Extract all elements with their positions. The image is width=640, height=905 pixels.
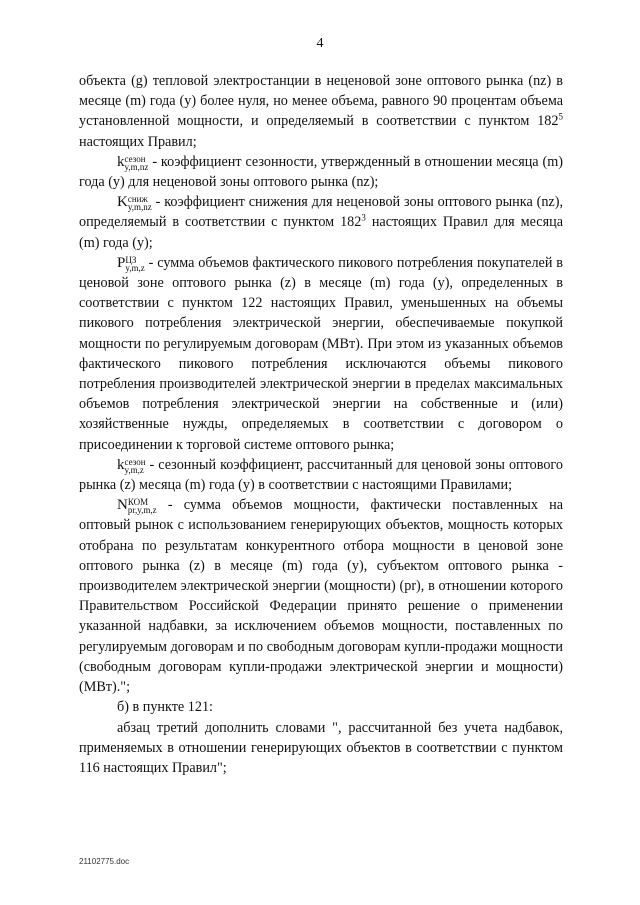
- paragraph-6-text: - сумма объемов мощности, фактически поставленных на оптовый рынок с использованием генерирующих объектов, мощность которых отобрана по результатам конкурентного отбора мощности в ценовой зоне оптового рынка (z) в месяце (m) года (y), субъектом оптового рынка - производителем электрической энергии (мощности) (pr), в отношении которого Правительством Российской Федерации принято решение о применении указанной надбавки, за исключением объемов мощности, поставленных по регулируемым договорам и по свободным договорам купли-продажи мощности (свободным договорам купли-продажи электрической энергии и мощности) (МВт).";: [79, 497, 563, 696]
- symbol-subscript: pr,y,m,z: [127, 505, 157, 516]
- paragraph-7: б) в пункте 121:: [117, 699, 213, 716]
- symbol-p-price-zone: P ЦЗ y,m,z: [117, 254, 145, 273]
- symbol-superscript: ЦЗ: [125, 254, 137, 265]
- paragraph-5-text: - сезонный коэффициент, рассчитанный для ценовой зоны оптового рынка (z) месяца (m) года (y) в соответствии с настоящими Правилами;: [79, 456, 563, 494]
- paragraph-4-text: - сумма объемов фактического пикового потребления покупателей в ценовой зоне оптового рынка (z) в месяце (m) года (y), определенных в соответствии с пунктом 122 настоящих Правил, уменьшенных на объемы пикового потребления электрической энергии, обеспечиваемые покупкой мощности по регулируемым договорам (МВт). При этом из указанных объемов фактического пикового потребления исключаются объемы пикового потребления производителей электрической энергии в пределах максимальных объемов потребления электрической энергии на собственные и (или) хозяйственные нужды, определяемых в соответствии с договором о присоединении к торговой системе оптового рынка;: [79, 254, 563, 453]
- paragraph-4: [79, 253, 563, 455]
- paragraph-2: [79, 152, 563, 192]
- paragraph-3: [79, 192, 563, 253]
- paragraph-8: абзац третий дополнить словами ", рассчитанной без учета надбавок, применяемых в отношении генерирующих объектов в соответствии с пунктом 116 настоящих Правил";: [79, 719, 563, 776]
- paragraph-1: [79, 71, 563, 152]
- symbol-superscript: сниж: [127, 194, 148, 205]
- paragraph-1-text-end: настоящих Правил;: [79, 133, 197, 150]
- page-number: 4: [316, 36, 324, 51]
- paragraph-3-text-end: настоящих Правил для месяца (m) года (y);: [79, 214, 563, 251]
- paragraph-3-text: - коэффициент снижения для неценовой зоны оптового рынка (nz), определяемый в соответствии с пунктом 182: [79, 194, 563, 231]
- symbol-subscript: y,m,nz: [127, 202, 152, 213]
- symbol-k-reduction-nz: K сниж y,m,nz: [117, 194, 152, 213]
- symbol-n-kom: N КОМ pr,y,m,z: [117, 497, 157, 516]
- footer-filename: 21102775.doc: [79, 857, 130, 866]
- paragraph-3-superscript: 3: [361, 212, 366, 223]
- document-body: [79, 71, 563, 778]
- symbol-subscript: y,m,z: [124, 464, 144, 475]
- symbol-superscript: сезон: [124, 153, 146, 164]
- paragraph-1-superscript: 5: [558, 111, 563, 122]
- symbol-superscript: сезон: [124, 456, 146, 467]
- symbol-k-season-z: k сезон y,m,z: [117, 456, 146, 475]
- symbol-superscript: КОМ: [127, 497, 149, 508]
- paragraph-1-text: объекта (g) тепловой электростанции в неценовой зоне оптового рынка (nz) в месяце (m) года (y) более нуля, но менее объема, равного 90 процентам объема установленной мощности, и определяемый в соответствии с пунктом 182: [79, 73, 563, 130]
- symbol-subscript: y,m,nz: [124, 161, 149, 172]
- paragraph-2-text: - коэффициент сезонности, утвержденный в отношении месяца (m) года (y) для неценовой зоны оптового рынка (nz);: [79, 153, 563, 191]
- paragraph-6: [79, 495, 563, 697]
- symbol-k-season-nz: k сезон y,m,nz: [117, 153, 149, 172]
- paragraph-5: [79, 455, 563, 495]
- symbol-subscript: y,m,z: [125, 262, 145, 273]
